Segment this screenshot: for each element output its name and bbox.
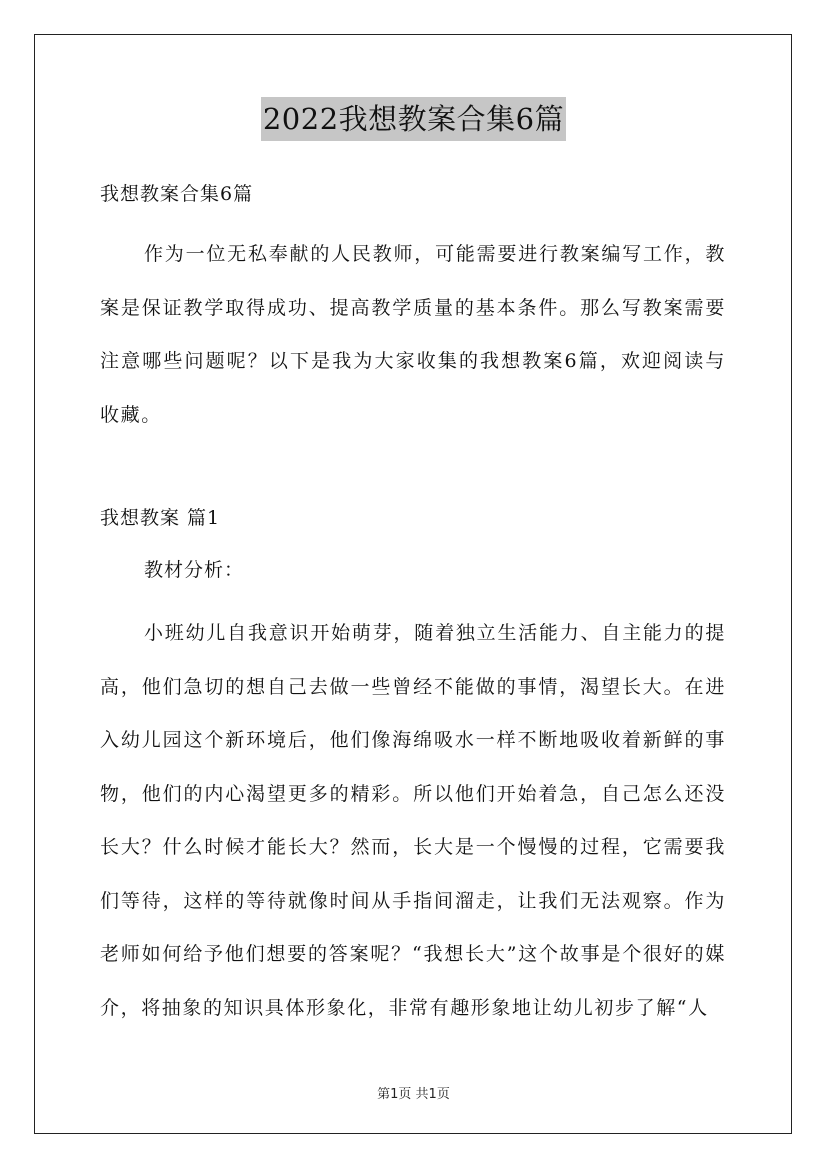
document-subtitle: 我想教案合集6篇 xyxy=(100,183,254,205)
section-heading: 我想教案 篇1 xyxy=(100,507,221,529)
section-label: 教材分析： xyxy=(144,559,245,581)
section-body-paragraph: 小班幼儿自我意识开始萌芽，随着独立生活能力、自主能力的提高，他们急切的想自己去做一些曾经不能做的事情，渴望长大。在进入幼儿园这个新环境后，他们像海绵吸水一样不断地吸收着新鲜的事物，他们的内心渴望更多的精彩。所以他们开始着急，自己怎么还没长大？什么时候才能长大？然而，长大是一个慢慢的过程，它需要我们等待，这样的等待就像时间从手指间溜走，让我们无法观察。作为老师如何给予他们想要的答案呢？“我想长大”这个故事是个很好的媒介，将抽象的知识具体形象化，非常有趣形象地让幼儿初步了解“人 xyxy=(100,622,726,1019)
title-container xyxy=(0,97,827,141)
page-indicator: 第1页 共1页 xyxy=(377,1087,450,1102)
document-title: 2022我想教案合集6篇 xyxy=(261,97,566,141)
intro-paragraph: 作为一位无私奉献的人民教师，可能需要进行教案编写工作，教案是保证教学取得成功、提高教学质量的基本条件。那么写教案需要注意哪些问题呢？以下是我为大家收集的我想教案6篇，欢迎阅读与收藏。 xyxy=(100,243,726,426)
